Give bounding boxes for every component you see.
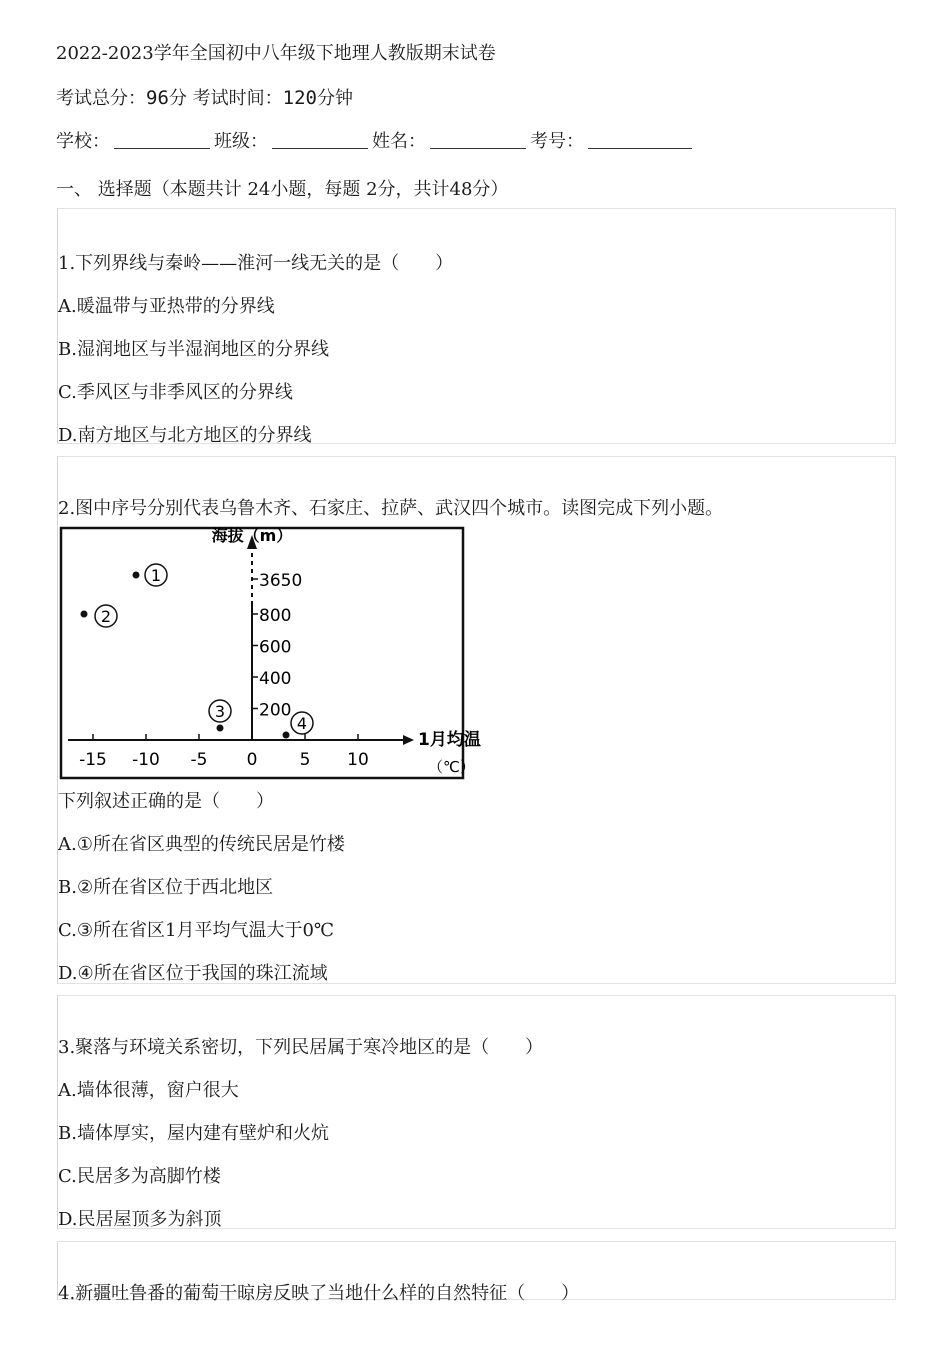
option-b[interactable]: B.湿润地区与半湿润地区的分界线: [58, 339, 329, 360]
x-axis-unit: （℃）: [428, 758, 475, 776]
option-a[interactable]: A.①所在省区典型的传统民居是竹楼: [58, 834, 345, 855]
exam-title: 2022-2023学年全国初中八年级下地理人教版期末试卷: [56, 43, 496, 64]
time-value: 120: [282, 87, 317, 109]
class-field[interactable]: [272, 130, 368, 149]
exam-meta: [56, 86, 353, 111]
y-tick-label: 200: [259, 700, 292, 721]
data-point: [283, 732, 290, 739]
question-3: [57, 995, 896, 1229]
number-label: 考号：: [530, 131, 584, 152]
y-tick-label: 400: [259, 669, 292, 689]
option-a[interactable]: A.暖温带与亚热带的分界线: [58, 296, 275, 317]
question-sub: 下列叙述正确的是（ ）: [58, 791, 274, 812]
question-stem: 2.图中序号分别代表乌鲁木齐、石家庄、拉萨、武汉四个城市。读图完成下列小题。: [58, 498, 724, 519]
name-field[interactable]: [430, 130, 526, 149]
score-value: 96: [146, 87, 169, 109]
name-label: 姓名：: [372, 131, 426, 152]
score-label: 考试总分：: [56, 88, 146, 109]
x-tick-label: 0: [246, 750, 258, 770]
y-tick-label: 800: [259, 606, 292, 626]
option-c[interactable]: C.民居多为高脚竹楼: [58, 1166, 221, 1187]
point-label: 2: [100, 607, 112, 626]
data-point: [217, 725, 224, 732]
number-field[interactable]: [588, 130, 692, 149]
question-2: [57, 456, 896, 984]
data-point: [81, 611, 88, 618]
question-stem: 3.聚落与环境关系密切，下列民居属于寒冷地区的是（ ）: [58, 1037, 544, 1058]
y-axis-label: 海拔（m）: [211, 526, 293, 545]
option-b[interactable]: B.②所在省区位于西北地区: [58, 877, 274, 898]
score-unit: 分: [168, 88, 187, 109]
option-b[interactable]: B.墙体厚实，屋内建有壁炉和火炕: [58, 1123, 329, 1144]
x-axis-label: 1月均温: [418, 730, 481, 750]
x-tick-label: -10: [132, 750, 160, 770]
option-d[interactable]: D.南方地区与北方地区的分界线: [58, 425, 312, 446]
option-d[interactable]: D.民居屋顶多为斜顶: [58, 1209, 222, 1230]
school-field[interactable]: [114, 130, 210, 149]
time-unit: 分钟: [316, 88, 353, 109]
question-4: [57, 1241, 896, 1304]
student-info: [56, 130, 696, 154]
question-stem: 4.新疆吐鲁番的葡萄干晾房反映了当地什么样的自然特征（ ）: [58, 1283, 580, 1304]
point-label: 1: [150, 566, 162, 585]
class-label: 班级：: [214, 131, 268, 152]
option-c[interactable]: C.③所在省区1月平均气温大于0℃: [58, 920, 335, 941]
y-tick-label: 3650: [259, 571, 303, 591]
option-d[interactable]: D.④所在省区位于我国的珠江流域: [58, 963, 328, 984]
altitude-temperature-chart: [58, 525, 481, 781]
question-1: [57, 208, 896, 444]
school-label: 学校：: [56, 131, 110, 152]
x-tick-label: -15: [79, 750, 107, 770]
section-title: 一、 选择题（本题共计 24小题，每题 2分，共计48分）: [56, 179, 509, 200]
option-a[interactable]: A.墙体很薄，窗户很大: [58, 1080, 239, 1101]
option-c[interactable]: C.季风区与非季风区的分界线: [58, 382, 293, 403]
x-tick-label: 5: [299, 750, 311, 770]
point-label: 3: [214, 702, 226, 721]
x-tick-label: 10: [347, 750, 369, 770]
point-label: 4: [296, 714, 308, 733]
question-stem: 1.下列界线与秦岭——淮河一线无关的是（ ）: [58, 253, 454, 274]
data-point: [133, 572, 140, 579]
x-tick-label: -5: [190, 750, 208, 770]
time-label: 考试时间：: [192, 88, 283, 109]
y-tick-label: 600: [259, 637, 292, 658]
